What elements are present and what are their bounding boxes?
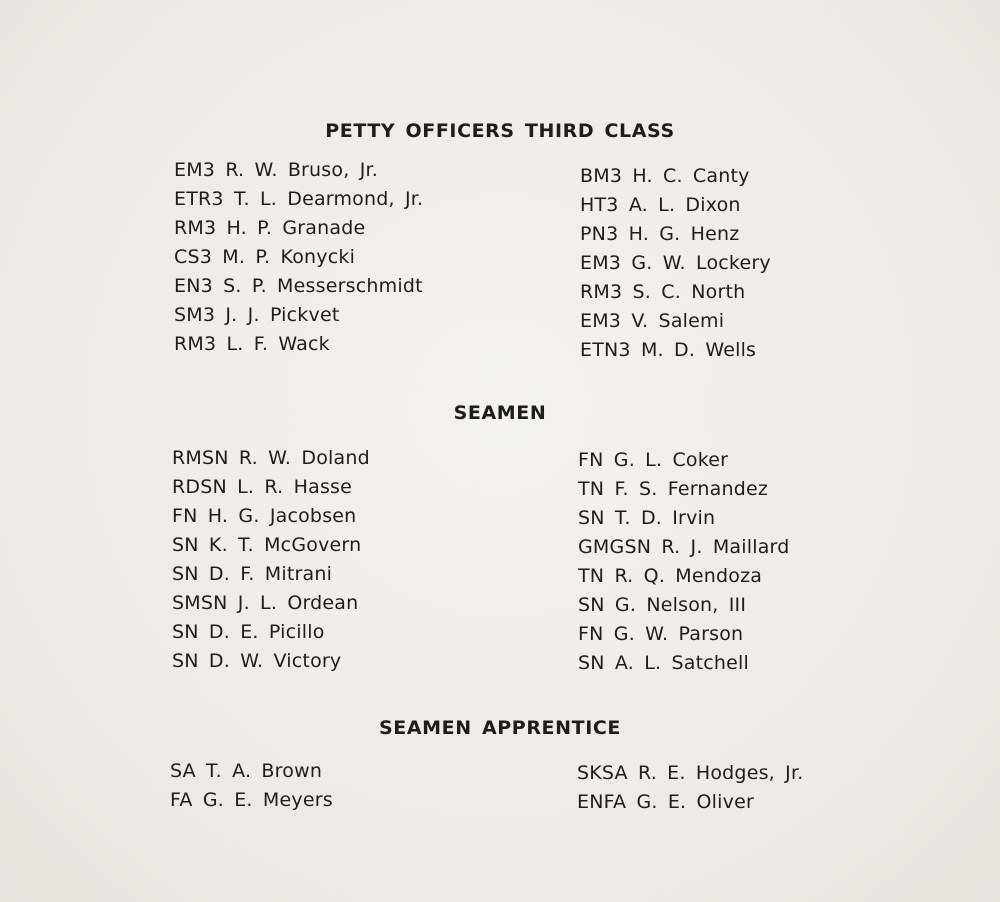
roster-entry: TN R. Q. Mendoza <box>578 565 763 587</box>
roster-entry: SN K. T. McGovern <box>172 534 362 556</box>
section-heading-seamen-apprentice: SEAMEN APPRENTICE <box>379 717 621 739</box>
roster-entry: SKSA R. E. Hodges, Jr. <box>577 762 804 784</box>
roster-entry: EN3 S. P. Messerschmidt <box>174 275 423 297</box>
section-heading-petty-officers: PETTY OFFICERS THIRD CLASS <box>325 120 675 142</box>
roster-entry: SN D. E. Picillo <box>172 621 325 643</box>
roster-entry: RM3 H. P. Granade <box>174 217 366 239</box>
seamen-left-column <box>172 444 370 676</box>
roster-entry: PN3 H. G. Henz <box>580 223 740 245</box>
petty-officers-left-column <box>174 156 423 359</box>
roster-entry: SM3 J. J. Pickvet <box>174 304 340 326</box>
roster-entry: ETR3 T. L. Dearmond, Jr. <box>174 188 424 210</box>
roster-entry: FN G. L. Coker <box>578 449 729 471</box>
roster-entry: ETN3 M. D. Wells <box>580 339 757 361</box>
roster-entry: SN D. F. Mitrani <box>172 563 333 585</box>
section-heading-seamen: SEAMEN <box>453 402 547 424</box>
roster-entry: EM3 V. Salemi <box>580 310 725 332</box>
roster-entry: EM3 G. W. Lockery <box>580 252 771 274</box>
roster-entry: RM3 S. C. North <box>580 281 746 303</box>
roster-entry: TN F. S. Fernandez <box>578 478 769 500</box>
roster-entry: EM3 R. W. Bruso, Jr. <box>174 159 379 181</box>
roster-entry: CS3 M. P. Konycki <box>174 246 356 268</box>
roster-entry: FA G. E. Meyers <box>170 789 333 811</box>
roster-entry: SN A. L. Satchell <box>578 652 750 674</box>
petty-officers-right-column <box>580 162 771 365</box>
roster-entry: SA T. A. Brown <box>170 760 323 782</box>
roster-entry: SMSN J. L. Ordean <box>172 592 359 614</box>
seamen-apprentice-left-column <box>170 757 333 815</box>
roster-entry: FN H. G. Jacobsen <box>172 505 357 527</box>
roster-entry: HT3 A. L. Dixon <box>580 194 741 216</box>
roster-entry: BM3 H. C. Canty <box>580 165 750 187</box>
roster-entry: SN G. Nelson, III <box>578 594 747 616</box>
roster-entry: SN D. W. Victory <box>172 650 342 672</box>
roster-entry: FN G. W. Parson <box>578 623 744 645</box>
roster-entry: RMSN R. W. Doland <box>172 447 370 469</box>
roster-entry: SN T. D. Irvin <box>578 507 716 529</box>
roster-entry: ENFA G. E. Oliver <box>577 791 754 813</box>
roster-entry: GMGSN R. J. Maillard <box>578 536 790 558</box>
seamen-apprentice-right-column <box>577 759 803 817</box>
roster-entry: RM3 L. F. Wack <box>174 333 330 355</box>
roster-entry: RDSN L. R. Hasse <box>172 476 353 498</box>
seamen-right-column <box>578 446 790 678</box>
